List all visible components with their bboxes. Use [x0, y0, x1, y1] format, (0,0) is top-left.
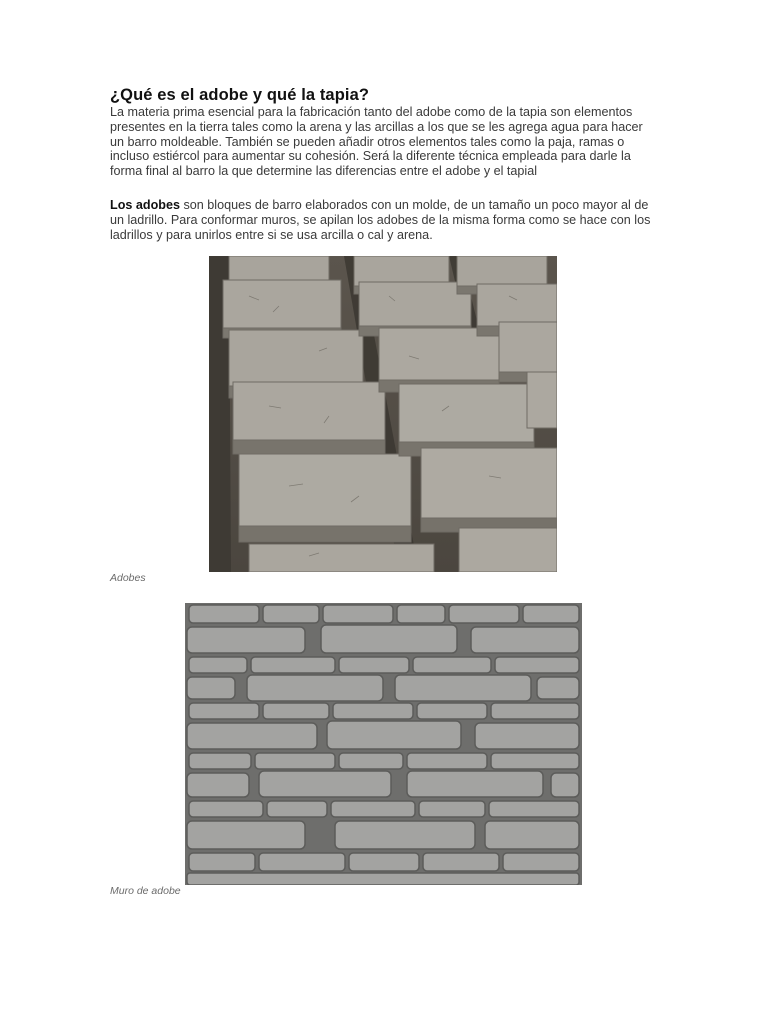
adobes-photo-drawing [209, 256, 557, 572]
page-title: ¿Qué es el adobe y qué la tapia? [110, 86, 370, 104]
adobe-wall-photo-drawing [185, 603, 582, 885]
adobes-paragraph [110, 198, 660, 242]
adobe-wall-caption: Muro de adobe [110, 885, 181, 897]
document-body [110, 86, 660, 242]
adobes-description: son bloques de barro elaborados con un molde, de un tamaño un poco mayor al de un ladrillo. Para conformar muros, se apilan los adobes de la misma forma como se hace con los ladrillos y para unirlos entre si se usa arcilla o cal y arena. [110, 197, 651, 242]
intro-paragraph: La materia prima esencial para la fabricación tanto del adobe como de la tapia son elementos presentes en la tierra tales como la arena y las arcillas a los que se les agrega agua para hacer un barro moldeable. También se pueden añadir otros elementos tales como la paja, ramas o incluso estiércol para aumentar su cohesión. Será la diferente técnica empleada para darle la forma final al barro la que determine las diferencias entre el adobe y el tapial [110, 105, 643, 179]
adobes-photo [209, 256, 557, 572]
adobe-wall-photo [185, 603, 582, 885]
adobes-term: Los adobes [110, 197, 180, 212]
adobes-caption: Adobes [110, 572, 146, 584]
